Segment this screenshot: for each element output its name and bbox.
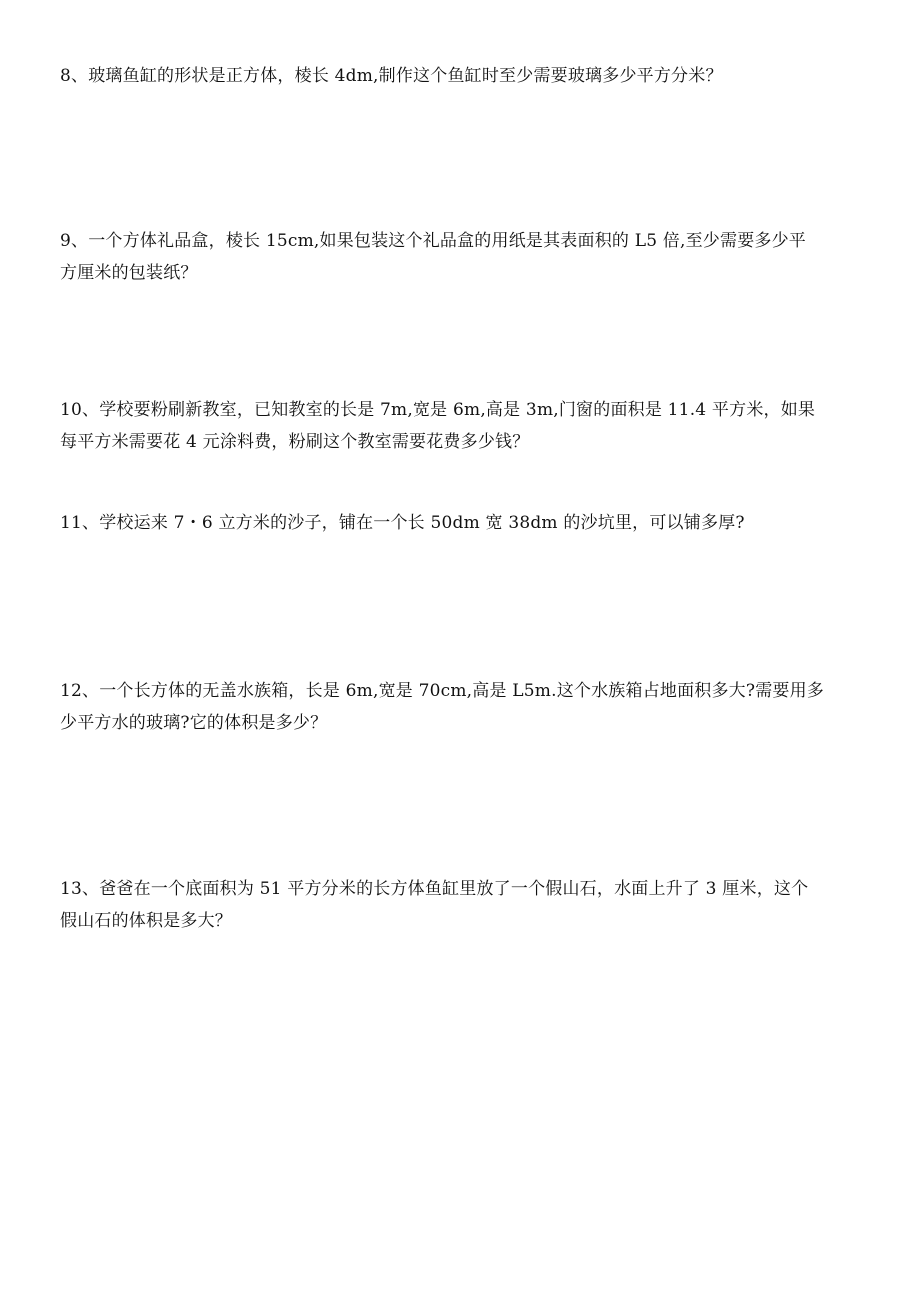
problem-11-line-1: 11、学校运来 7・6 立方米的沙子，铺在一个长 50dm 宽 38dm 的沙坑里，可以铺多厚?	[60, 513, 745, 533]
problem-11	[60, 507, 860, 539]
problem-8-line-1: 8、玻璃鱼缸的形状是正方体，棱长 4dm,制作这个鱼缸时至少需要玻璃多少平方分米？	[60, 66, 723, 86]
problem-13-line-1: 13、爸爸在一个底面积为 51 平方分米的长方体鱼缸里放了一个假山石，水面上升了 3 厘米，这个	[60, 879, 809, 899]
problem-9-line-1: 9、一个方体礼品盒，棱长 15cm,如果包装这个礼品盒的用纸是其表面积的 L5 倍,至少需要多少平	[60, 231, 807, 251]
problem-10-line-2: 每平方米需要花 4 元涂料费，粉刷这个教室需要花费多少钱？	[60, 432, 530, 452]
problem-13-line-2: 假山石的体积是多大？	[60, 911, 232, 931]
problem-10	[60, 394, 860, 458]
problem-9-line-2: 方厘米的包装纸？	[60, 263, 198, 283]
problem-13	[60, 873, 860, 937]
problem-10-line-1: 10、学校要粉刷新教室，已知教室的长是 7m,宽是 6m,高是 3m,门窗的面积是 11.4 平方米，如果	[60, 400, 816, 420]
problem-12	[60, 675, 860, 739]
problem-8	[60, 60, 860, 92]
problem-9	[60, 225, 860, 289]
problem-12-line-2: 少平方水的玻璃?它的体积是多少？	[60, 713, 328, 733]
problem-12-line-1: 12、一个长方体的无盖水族箱，长是 6m,宽是 70cm,高是 L5m.这个水族箱占地面积多大?需要用多	[60, 681, 825, 701]
